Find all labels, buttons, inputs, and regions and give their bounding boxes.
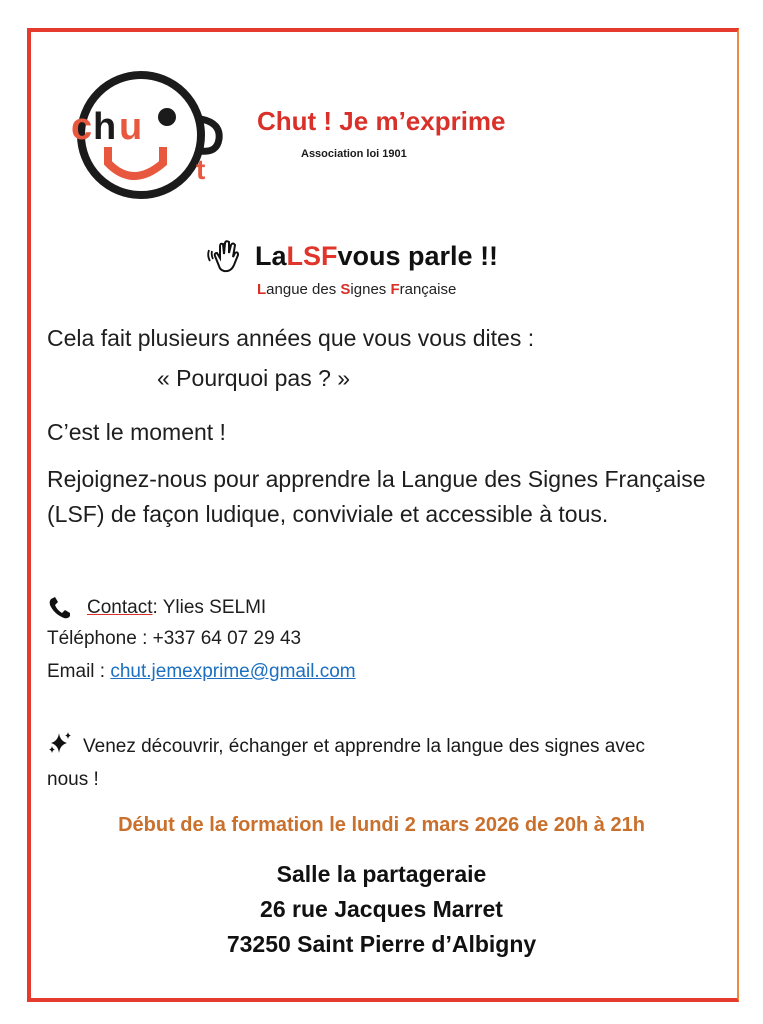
word-langue: angue des: [266, 281, 341, 298]
contact-name: : Ylies SELMI: [152, 597, 267, 618]
start-date: Début de la formation le lundi 2 mars 2026 de 20h à 21h: [118, 814, 645, 836]
address-street: 26 rue Jacques Marret: [260, 896, 503, 922]
word-francaise: rançaise: [399, 281, 457, 298]
svg-text:t: t: [196, 154, 206, 185]
headline-prefix: La: [255, 240, 287, 271]
address-city: 73250 Saint Pierre d’Albigny: [226, 931, 537, 957]
headline: [205, 236, 498, 276]
waving-hand-icon: [205, 236, 245, 276]
contact-line: [47, 596, 266, 620]
paragraph-join: Rejoignez-nous pour apprendre la Langue des Signes Française (LSF) de façon ludique, conviviale et accessible à tous.: [47, 466, 706, 527]
paragraph-moment: C’est le moment !: [47, 419, 226, 445]
contact-label: Contact: [87, 597, 153, 618]
phone-line: Téléphone : +337 64 07 29 43: [47, 628, 302, 649]
email-label: Email :: [47, 661, 111, 682]
email-line: [47, 661, 356, 683]
headline-suffix: vous parle !!: [337, 240, 499, 271]
org-subtitle: Association loi 1901: [301, 148, 407, 160]
invitation-text: Venez découvrir, échanger et apprendre la langue des signes avec nous !: [47, 736, 645, 790]
address-venue: Salle la partageraie: [276, 861, 487, 887]
svg-text:c: c: [71, 106, 93, 148]
initial-f: F: [390, 281, 400, 298]
email-link[interactable]: chut.jemexprime@gmail.com: [110, 661, 356, 682]
invitation: [47, 730, 687, 796]
initial-l: L: [257, 281, 267, 298]
chut-logo: [63, 65, 228, 205]
telephone-icon: [47, 596, 73, 620]
initial-s: S: [340, 281, 351, 298]
paragraph-intro: Cela fait plusieurs années que vous vous dites :: [47, 325, 535, 351]
org-name: Chut ! Je m’exprime: [257, 106, 506, 136]
sparkles-icon: [47, 731, 73, 755]
headline-lsf: LSF: [286, 240, 338, 271]
paragraph-quote: « Pourquoi pas ? »: [157, 365, 351, 391]
svg-text:h: h: [93, 106, 117, 148]
word-signes: ignes: [350, 281, 391, 298]
svg-text:u: u: [119, 106, 143, 148]
lsf-expansion: [257, 281, 456, 298]
